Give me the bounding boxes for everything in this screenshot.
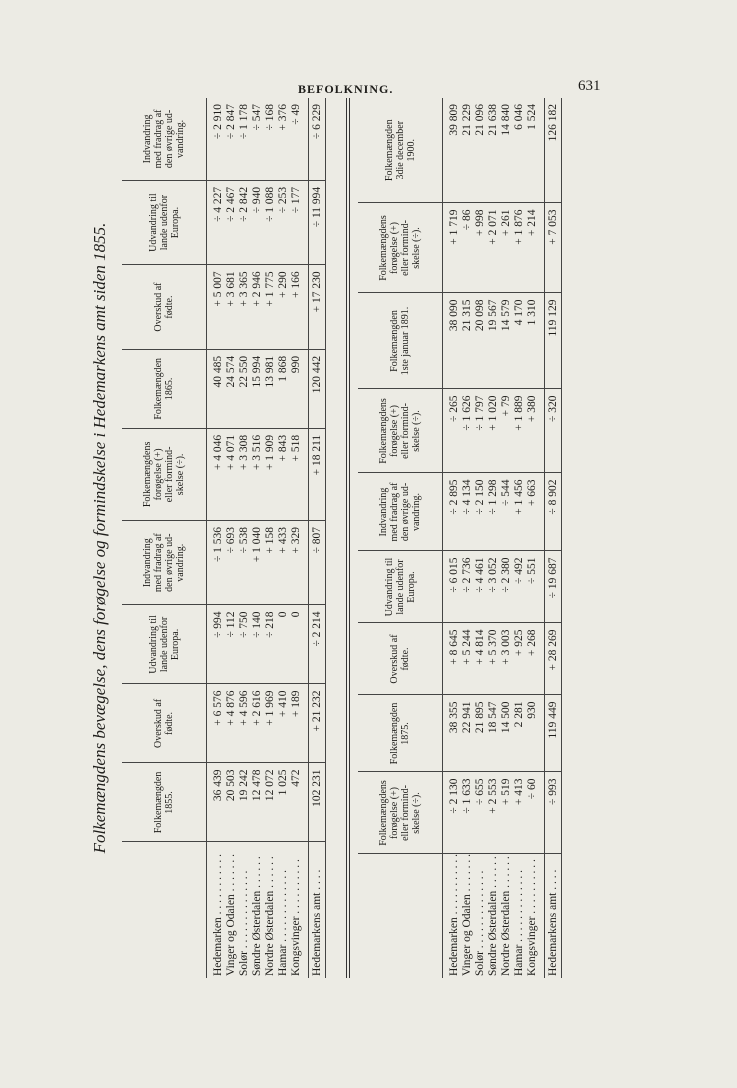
table-cell: + 413: [513, 772, 526, 854]
table-cell: 15 994: [251, 349, 264, 428]
section-title: BEFOLKNING.: [298, 82, 394, 96]
district-name: Nordre Østerdalen . . . . . .: [264, 856, 276, 976]
table-cell: 21 096: [474, 98, 487, 203]
table-cell: + 433: [277, 520, 290, 604]
table-cell: + 3 308: [238, 428, 251, 520]
rotated-table-block: [88, 98, 628, 978]
corner-cell: [122, 842, 207, 978]
table-cell: + 261: [500, 203, 513, 293]
table-cell: + 1 719: [443, 203, 462, 293]
table-row: [264, 98, 277, 978]
table-cell: + 4 046: [207, 428, 226, 520]
table-cell: ÷ 655: [474, 772, 487, 854]
district-name: Solør . . . . . . . . . . . . . .: [474, 870, 486, 976]
table-cell: 24 574: [225, 349, 238, 428]
district-name: Søndre Østerdalen . . . . . .: [487, 856, 499, 976]
table-cell: + 4 876: [225, 684, 238, 763]
top-table: [122, 98, 326, 978]
table-row: [513, 98, 526, 978]
table-cell: 14 840: [500, 98, 513, 203]
total-cell: ÷ 11 994: [309, 180, 326, 264]
total-cell: ÷ 8 902: [545, 473, 562, 551]
table-cell: 20 503: [225, 763, 238, 842]
total-cell: 102 231: [309, 763, 326, 842]
table-cell: 38 355: [443, 695, 462, 772]
table-cell: 40 485: [207, 349, 226, 428]
column-header: Overskud af fødte.: [122, 265, 207, 349]
table-cell: + 268: [526, 623, 545, 695]
table-cell: ÷ 112: [225, 605, 238, 684]
table-cell: ÷ 2 130: [443, 772, 462, 854]
table-cell: 21 895: [474, 695, 487, 772]
table-row: [526, 98, 545, 978]
table-cell: + 380: [526, 389, 545, 473]
table-cell: 12 478: [251, 763, 264, 842]
table-cell: ÷ 86: [461, 203, 474, 293]
total-cell: ÷ 993: [545, 772, 562, 854]
table-cell: ÷ 492: [513, 551, 526, 623]
total-name: Hedemarkens amt . . . .: [309, 842, 326, 978]
table-cell: 1 524: [526, 98, 545, 203]
table-cell: ÷ 544: [500, 473, 513, 551]
table-cell: 38 090: [443, 293, 462, 389]
table-cell: + 843: [277, 428, 290, 520]
table-cell: ÷ 693: [225, 520, 238, 604]
total-cell: ÷ 807: [309, 520, 326, 604]
total-cell: ÷ 2 214: [309, 605, 326, 684]
bottom-table: [358, 98, 562, 978]
table-cell: 19 242: [238, 763, 251, 842]
table-cell: + 3 365: [238, 265, 251, 349]
table-cell: ÷ 49: [290, 98, 309, 180]
table-cell: + 2 071: [487, 203, 500, 293]
table-cell: 19 567: [487, 293, 500, 389]
table-cell: + 158: [264, 520, 277, 604]
table-cell: + 1 969: [264, 684, 277, 763]
table-cell: + 2 616: [251, 684, 264, 763]
table-cell: + 3 003: [500, 623, 513, 695]
column-header: Folkemængden 1855.: [122, 763, 207, 842]
table-cell: 12 072: [264, 763, 277, 842]
table-cell: 0: [290, 605, 309, 684]
table-cell: ÷ 1 633: [461, 772, 474, 854]
column-header: Udvandring til lande udenfor Europa.: [122, 605, 207, 684]
table-row: [461, 98, 474, 978]
table-cell: ÷ 2 842: [238, 180, 251, 264]
district-name: Kongsvinger . . . . . . . . . .: [290, 859, 302, 976]
table-row: [225, 98, 238, 978]
total-cell: + 7 053: [545, 203, 562, 293]
table-row: [277, 98, 290, 978]
table-cell: 22 941: [461, 695, 474, 772]
table-cell: 0: [277, 605, 290, 684]
table-cell: + 4 071: [225, 428, 238, 520]
table-cell: ÷ 2 380: [500, 551, 513, 623]
table-cell: ÷ 253: [277, 180, 290, 264]
table-cell: ÷ 2 910: [207, 98, 226, 180]
total-cell: + 28 269: [545, 623, 562, 695]
table-cell: 4 170: [513, 293, 526, 389]
table-cell: + 4 596: [238, 684, 251, 763]
table-cell: + 2 553: [487, 772, 500, 854]
table-cell: + 519: [500, 772, 513, 854]
table-row: [290, 98, 309, 978]
column-header: Folkemængden 1865.: [122, 349, 207, 428]
district-name: Nordre Østerdalen . . . . . .: [500, 856, 512, 976]
column-header: Folkemængdens forøgelse (+) eller formind- skelse (÷).: [358, 772, 443, 854]
table-cell: + 1 456: [513, 473, 526, 551]
total-cell: 119 449: [545, 695, 562, 772]
column-header: Folkemængden 1875.: [358, 695, 443, 772]
page-number: 631: [578, 78, 601, 94]
column-header: Folkemængdens forøgelse (+) eller formind- skelse (÷).: [358, 203, 443, 293]
table-cell: ÷ 1 178: [238, 98, 251, 180]
column-header: Udvandring til lande udenfor Europa.: [122, 180, 207, 264]
table-cell: ÷ 4 461: [474, 551, 487, 623]
total-cell: ÷ 6 229: [309, 98, 326, 180]
table-cell: + 5 370: [487, 623, 500, 695]
table-cell: ÷ 1 626: [461, 389, 474, 473]
total-name: Hedemarkens amt . . . .: [545, 854, 562, 978]
district-name: Hedemarken . . . . . . . . . . .: [212, 854, 224, 976]
table-cell: + 410: [277, 684, 290, 763]
table-cell: + 329: [290, 520, 309, 604]
district-name: Vinger og Odalen . . . . . . .: [225, 854, 237, 976]
table-cell: 21 229: [461, 98, 474, 203]
table-row: [251, 98, 264, 978]
column-header: Folkemængden 1ste januar 1891.: [358, 293, 443, 389]
table-cell: + 1 909: [264, 428, 277, 520]
column-header: Folkemængdens forøgelse (+) eller formind- skelse (÷).: [358, 389, 443, 473]
table-cell: ÷ 538: [238, 520, 251, 604]
table-cell: 1 310: [526, 293, 545, 389]
table-cell: 21 315: [461, 293, 474, 389]
table-title: Folkemængdens bevægelse, dens forøgelse og formindskelse i Hedemarkens amt siden 1855.: [90, 222, 109, 854]
table-cell: + 1 040: [251, 520, 264, 604]
bottom-table-header-row: [358, 98, 443, 978]
top-table-header-row: [122, 98, 207, 978]
table-cell: + 1 889: [513, 389, 526, 473]
district-name: Hedemarken . . . . . . . . . . .: [448, 854, 460, 976]
table-cell: 2 281: [513, 695, 526, 772]
table-cell: 18 547: [487, 695, 500, 772]
table-cell: + 166: [290, 265, 309, 349]
table-cell: + 5 244: [461, 623, 474, 695]
district-name: Kongsvinger . . . . . . . . . .: [526, 859, 538, 976]
column-header: Overskud af fødte.: [122, 684, 207, 763]
table-cell: + 189: [290, 684, 309, 763]
column-header: Udvandring til lande udenfor Europa.: [358, 551, 443, 623]
column-header: Folkemængdens forøgelse (+) eller formind- skelse (÷).: [122, 428, 207, 520]
total-cell: + 18 211: [309, 428, 326, 520]
corner-cell: [358, 854, 443, 978]
column-header: Indvandring med fradrag af den øvrige ud- vandring.: [358, 473, 443, 551]
table-cell: 1 868: [277, 349, 290, 428]
table-cell: 36 439: [207, 763, 226, 842]
table-cell: ÷ 60: [526, 772, 545, 854]
table-cell: 930: [526, 695, 545, 772]
table-cell: ÷ 168: [264, 98, 277, 180]
total-cell: ÷ 320: [545, 389, 562, 473]
table-cell: ÷ 2 150: [474, 473, 487, 551]
total-cell: + 21 232: [309, 684, 326, 763]
table-cell: + 518: [290, 428, 309, 520]
table-cell: 14 579: [500, 293, 513, 389]
table-row: [500, 98, 513, 978]
district-name: Hamar . . . . . . . . . . . . .: [277, 869, 289, 976]
total-cell: + 17 230: [309, 265, 326, 349]
table-cell: ÷ 547: [251, 98, 264, 180]
table-cell: + 925: [513, 623, 526, 695]
total-row: [309, 98, 326, 978]
table-cell: ÷ 4 227: [207, 180, 226, 264]
table-cell: + 1 775: [264, 265, 277, 349]
table-cell: ÷ 1 088: [264, 180, 277, 264]
table-cell: ÷ 4 134: [461, 473, 474, 551]
table-cell: 1 025: [277, 763, 290, 842]
column-header: Overskud af fødte.: [358, 623, 443, 695]
table-cell: + 8 645: [443, 623, 462, 695]
column-header: Indvandring med fradrag af den øvrige ud- vandring.: [122, 520, 207, 604]
table-cell: ÷ 2 847: [225, 98, 238, 180]
table-cell: 472: [290, 763, 309, 842]
table-cell: + 4 814: [474, 623, 487, 695]
table-cell: + 79: [500, 389, 513, 473]
table-cell: + 663: [526, 473, 545, 551]
table-cell: ÷ 265: [443, 389, 462, 473]
table-cell: ÷ 177: [290, 180, 309, 264]
table-cell: ÷ 2 467: [225, 180, 238, 264]
table-cell: 22 550: [238, 349, 251, 428]
table-cell: 13 981: [264, 349, 277, 428]
table-cell: ÷ 1 298: [487, 473, 500, 551]
table-cell: + 290: [277, 265, 290, 349]
column-header: Indvandring med fradrag af den øvrige ud- vandring.: [122, 98, 207, 180]
district-name: Solør . . . . . . . . . . . . . .: [238, 870, 250, 976]
district-name: Vinger og Odalen . . . . . . .: [461, 854, 473, 976]
table-cell: 20 098: [474, 293, 487, 389]
table-row: [238, 98, 251, 978]
page-header: [0, 78, 737, 100]
table-row: [487, 98, 500, 978]
district-name: Søndre Østerdalen . . . . . .: [251, 856, 263, 976]
total-cell: 120 442: [309, 349, 326, 428]
column-header: Folkemængden 3die december 1900.: [358, 98, 443, 203]
total-row: [545, 98, 562, 978]
table-cell: ÷ 218: [264, 605, 277, 684]
table-cell: ÷ 140: [251, 605, 264, 684]
table-cell: ÷ 1 797: [474, 389, 487, 473]
table-cell: + 2 946: [251, 265, 264, 349]
total-cell: 119 129: [545, 293, 562, 389]
table-cell: ÷ 6 015: [443, 551, 462, 623]
table-cell: ÷ 3 052: [487, 551, 500, 623]
table-cell: ÷ 2 895: [443, 473, 462, 551]
table-cell: 21 638: [487, 98, 500, 203]
table-cell: + 6 576: [207, 684, 226, 763]
table-row: [474, 98, 487, 978]
double-rule-divider: [346, 98, 350, 978]
table-cell: + 5 007: [207, 265, 226, 349]
table-cell: + 3 681: [225, 265, 238, 349]
table-cell: 14 500: [500, 695, 513, 772]
table-cell: 39 809: [443, 98, 462, 203]
district-name: Hamar . . . . . . . . . . . . .: [513, 869, 525, 976]
table-row: [207, 98, 226, 978]
table-cell: + 998: [474, 203, 487, 293]
total-cell: ÷ 19 687: [545, 551, 562, 623]
table-cell: ÷ 994: [207, 605, 226, 684]
table-cell: 6 046: [513, 98, 526, 203]
table-cell: + 1 020: [487, 389, 500, 473]
table-cell: + 1 876: [513, 203, 526, 293]
table-cell: ÷ 750: [238, 605, 251, 684]
table-cell: ÷ 551: [526, 551, 545, 623]
total-cell: 126 182: [545, 98, 562, 203]
table-cell: + 376: [277, 98, 290, 180]
table-cell: 990: [290, 349, 309, 428]
table-cell: ÷ 940: [251, 180, 264, 264]
table-row: [443, 98, 462, 978]
table-cell: + 3 516: [251, 428, 264, 520]
table-cell: + 214: [526, 203, 545, 293]
table-cell: ÷ 1 536: [207, 520, 226, 604]
table-cell: ÷ 2 736: [461, 551, 474, 623]
